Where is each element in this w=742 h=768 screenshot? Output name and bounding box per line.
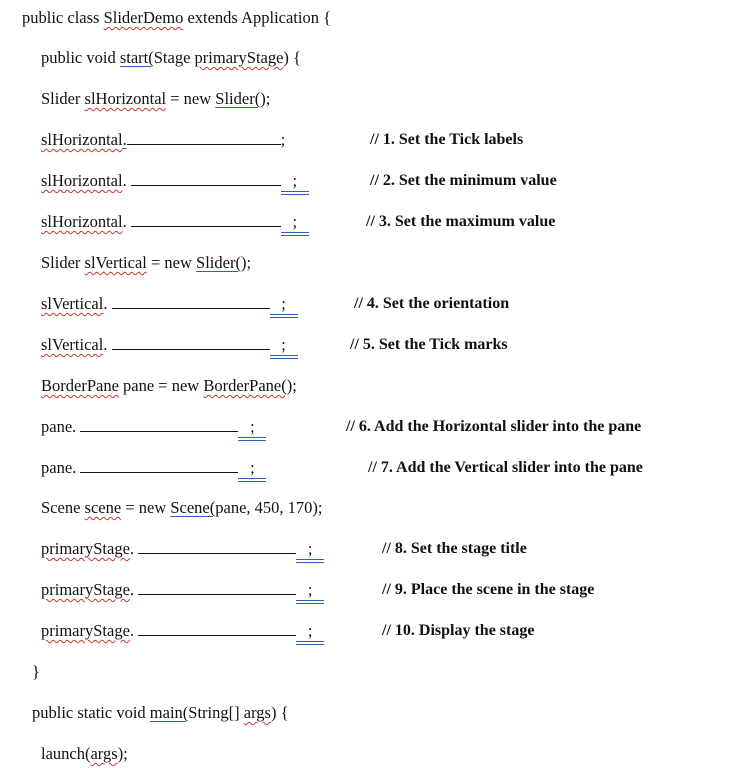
answer-blank[interactable] <box>127 130 281 145</box>
start-method-declaration <box>41 48 301 68</box>
answer-blank[interactable] <box>131 212 281 227</box>
fill-line <box>41 417 266 438</box>
step-comment: // 7. Add the Vertical slider into the pane <box>368 459 643 476</box>
dot-separator: . <box>72 458 77 477</box>
type-name: BorderPane <box>41 376 119 395</box>
dot-separator: . <box>129 539 135 558</box>
assign-text: = new <box>166 89 216 108</box>
target-name: slHorizontal <box>41 130 123 149</box>
type-text: Slider <box>41 253 85 272</box>
step-comment: // 3. Set the maximum value <box>366 213 556 230</box>
dot-separator: . <box>103 294 108 313</box>
var-name: scene <box>84 498 122 517</box>
target-name: slHorizontal <box>41 212 123 231</box>
param-name: primaryStage <box>194 48 284 67</box>
answer-blank[interactable] <box>80 417 238 432</box>
brace-text: ) { <box>270 703 289 722</box>
keyword-text: public void <box>41 48 120 67</box>
brace-text: ) { <box>283 48 301 67</box>
answer-blank[interactable] <box>138 621 296 636</box>
step-comment: // 9. Place the scene in the stage <box>382 581 595 598</box>
target-name: slHorizontal <box>41 171 123 190</box>
method-name: start( <box>119 48 154 67</box>
ctor-name: Slider( <box>196 253 241 272</box>
end-text: ); <box>240 253 252 272</box>
class-name: SliderDemo <box>103 8 184 27</box>
assign-text: pane = new <box>118 376 204 395</box>
param-type: String[] <box>188 703 244 722</box>
semicolon: ; <box>238 458 266 479</box>
launch-call <box>41 744 128 764</box>
answer-blank[interactable] <box>112 294 270 309</box>
dot-separator: . <box>129 580 135 599</box>
step-comment: // 2. Set the minimum value <box>370 172 557 189</box>
ctor-name: BorderPane( <box>203 376 287 395</box>
target-name: slVertical <box>41 294 104 313</box>
assign-text: = new <box>121 498 171 517</box>
semicolon: ; <box>270 335 298 356</box>
dot-separator: . <box>72 417 77 436</box>
dot-separator: . <box>122 171 127 190</box>
semicolon: ; <box>296 580 324 601</box>
ctor-name: Scene( <box>170 498 216 517</box>
answer-blank[interactable] <box>80 458 238 473</box>
semicolon: ; <box>270 294 298 315</box>
semicolon: ; <box>296 621 324 642</box>
semicolon: ; <box>281 212 309 233</box>
answer-blank[interactable] <box>131 171 281 186</box>
close-brace: } <box>32 662 40 681</box>
fill-line <box>41 335 298 356</box>
type-text: Scene <box>41 498 85 517</box>
end-text: pane, 450, 170); <box>215 498 323 517</box>
dot-separator: . <box>129 621 135 640</box>
fill-line <box>41 580 324 601</box>
fill-line <box>41 212 309 233</box>
step-comment: // 1. Set the Tick labels <box>370 131 524 148</box>
fill-line <box>41 294 298 315</box>
fill-line <box>41 171 309 192</box>
ctor-name: Slider( <box>215 89 261 108</box>
step-comment: // 6. Add the Horizontal slider into the pane <box>346 418 642 435</box>
target-name: pane <box>41 417 73 436</box>
fill-line <box>41 621 324 642</box>
class-declaration <box>22 8 331 28</box>
fill-line <box>41 539 324 560</box>
end-text: ); <box>117 744 128 763</box>
target-name: primaryStage <box>41 539 130 558</box>
method-name: main( <box>149 703 189 722</box>
target-name: pane <box>41 458 73 477</box>
dot-separator: . <box>103 335 108 354</box>
answer-blank[interactable] <box>138 580 296 595</box>
step-comment: // 10. Display the stage <box>382 622 535 639</box>
target-name: primaryStage <box>41 621 130 640</box>
answer-blank[interactable] <box>112 335 270 350</box>
answer-blank[interactable] <box>138 539 296 554</box>
semicolon: ; <box>281 171 309 192</box>
extends-text: extends Application { <box>183 8 332 27</box>
semicolon: ; <box>296 539 324 560</box>
semicolon: ; <box>280 130 286 149</box>
param-type: Stage <box>153 48 195 67</box>
keyword-text: public class <box>22 8 104 27</box>
step-comment: // 4. Set the orientation <box>354 295 510 312</box>
var-name: slHorizontal <box>84 89 167 108</box>
assign-text: = new <box>146 253 197 272</box>
scene-declaration <box>41 498 323 518</box>
step-comment: // 5. Set the Tick marks <box>350 336 508 353</box>
main-method-declaration <box>32 703 289 723</box>
fill-line <box>41 130 285 150</box>
slider-vertical-declaration <box>41 253 251 273</box>
target-name: slVertical <box>41 335 104 354</box>
launch-text: launch( <box>41 744 91 763</box>
semicolon: ; <box>238 417 266 438</box>
target-name: primaryStage <box>41 580 130 599</box>
param-name: args <box>243 703 271 722</box>
dot-separator: . <box>122 130 127 149</box>
pane-declaration <box>41 376 297 396</box>
type-text: Slider <box>41 89 85 108</box>
end-text: ); <box>260 89 271 108</box>
end-text: ); <box>286 376 297 395</box>
var-name: slVertical <box>84 253 147 272</box>
slider-horizontal-declaration <box>41 89 270 109</box>
step-comment: // 8. Set the stage title <box>382 540 527 557</box>
arg-name: args <box>90 744 118 763</box>
keyword-text: public static void <box>32 703 150 722</box>
fill-line <box>41 458 266 479</box>
dot-separator: . <box>122 212 127 231</box>
